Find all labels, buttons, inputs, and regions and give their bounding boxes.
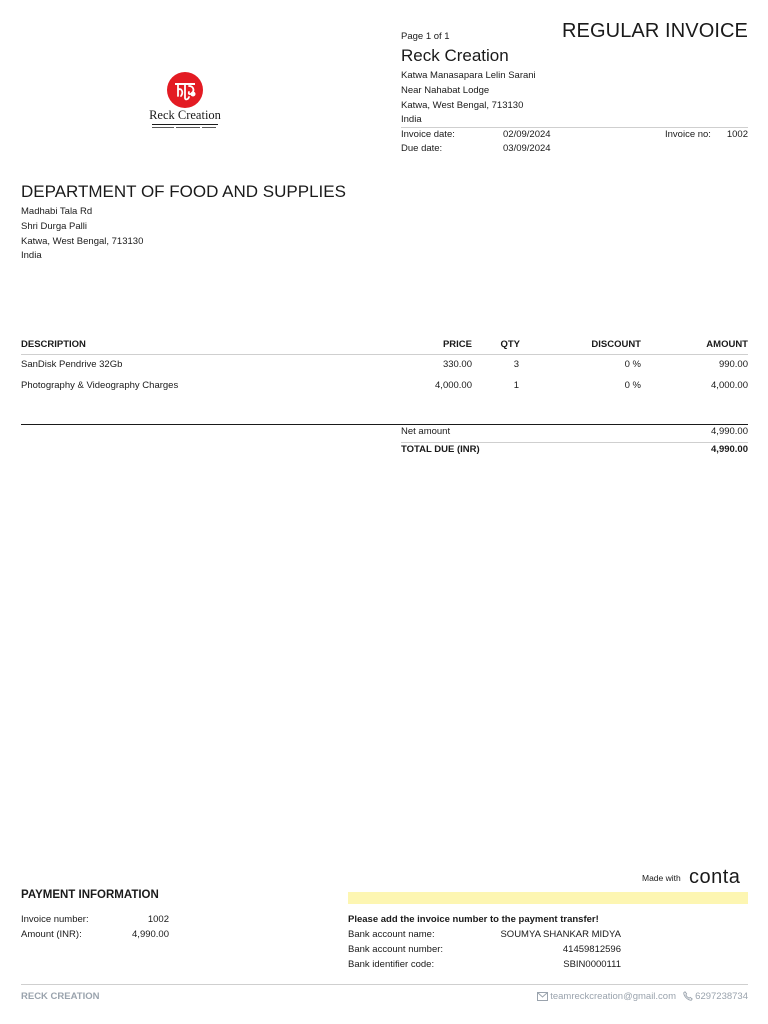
totals-divider [21,424,748,425]
due-date-label: Due date: [401,143,443,154]
payment-amount-label: Amount (INR): [21,929,82,940]
due-date-value: 03/09/2024 [503,143,551,154]
invoice-date-value: 02/09/2024 [503,129,551,140]
row-price: 330.00 [442,359,472,370]
table-header-divider [21,354,748,355]
col-header-amount: AMOUNT [706,339,748,350]
bank-account-number-value: 41459812596 [562,944,621,955]
total-due-value: 4,990.00 [711,444,748,455]
payment-note: Please add the invoice number to the payment transfer! [348,914,599,925]
row-description: Photography & Videography Charges [21,380,179,391]
payment-note-highlight [348,892,748,904]
row-qty: 1 [513,380,519,391]
customer-address-line: India [21,250,42,262]
payment-info-title: PAYMENT INFORMATION [21,889,159,901]
payment-amount-value: 4,990.00 [132,929,169,940]
phone-icon [683,991,693,1001]
row-price: 4,000.00 [435,380,472,391]
net-total-divider [401,442,748,443]
bank-identifier-code-value: SBIN0000111 [563,959,621,970]
bank-account-name-label: Bank account name: [348,929,435,940]
document-title: REGULAR INVOICE [562,20,748,42]
row-amount: 4,000.00 [711,380,748,391]
customer-address-line: Madhabi Tala Rd [21,206,93,217]
net-amount-value: 4,990.00 [711,426,748,437]
logo-tagline [150,126,220,129]
net-amount-label: Net amount [401,426,451,437]
issuer-address-line: Katwa, West Bengal, 713130 [401,99,524,111]
invoice-no-label: Invoice no: [665,129,711,140]
row-discount: 0 % [624,359,641,370]
customer-address-line: Shri Durga Palli [21,220,87,232]
col-header-price: PRICE [442,339,472,350]
col-header-discount: DISCOUNT [591,339,641,350]
made-with-badge[interactable] [642,866,748,891]
page-number: Page 1 of 1 [401,31,450,42]
logo-emblem [167,72,203,108]
customer-address-line: Katwa, West Bengal, 713130 [21,235,144,247]
footer-email-text: teamreckcreation@gmail.com [550,991,676,1002]
footer-phone[interactable] [683,991,748,1002]
total-due-label: TOTAL DUE (INR) [401,444,480,455]
invoice-no-value: 1002 [726,129,748,140]
made-with-label: Made with [642,873,681,883]
logo-divider [152,124,218,125]
row-discount: 0 % [624,380,641,391]
conta-logo: conta [689,866,741,888]
issuer-address-line: Katwa Manasapara Lelin Sarani [401,70,536,81]
payment-invoice-number-label: Invoice number: [21,914,89,925]
company-logo [140,72,230,130]
issuer-address [401,69,536,128]
row-description: SanDisk Pendrive 32Gb [21,359,123,370]
col-header-description: DESCRIPTION [21,339,86,350]
footer-email[interactable] [537,991,676,1002]
bank-account-number-label: Bank account number: [348,944,444,955]
bank-identifier-code-label: Bank identifier code: [348,959,435,970]
payment-invoice-number-value: 1002 [147,914,169,925]
issuer-address-line: Near Nahabat Lodge [401,84,490,96]
issuer-name: Reck Creation [401,46,509,65]
footer-divider [21,984,748,985]
row-amount: 990.00 [718,359,748,370]
issuer-address-line: India [401,114,422,126]
header-divider [401,127,748,128]
mail-icon [537,992,548,1001]
footer-company: RECK CREATION [21,991,100,1002]
footer-phone-text: 6297238734 [695,991,748,1002]
customer-name: DEPARTMENT OF FOOD AND SUPPLIES [21,182,346,201]
bank-account-name-value: SOUMYA SHANKAR MIDYA [500,929,621,940]
customer-address [21,205,143,264]
row-qty: 3 [513,359,519,370]
col-header-qty: QTY [500,339,520,350]
invoice-date-label: Invoice date: [401,129,455,140]
logo-name: Reck Creation [149,108,221,122]
